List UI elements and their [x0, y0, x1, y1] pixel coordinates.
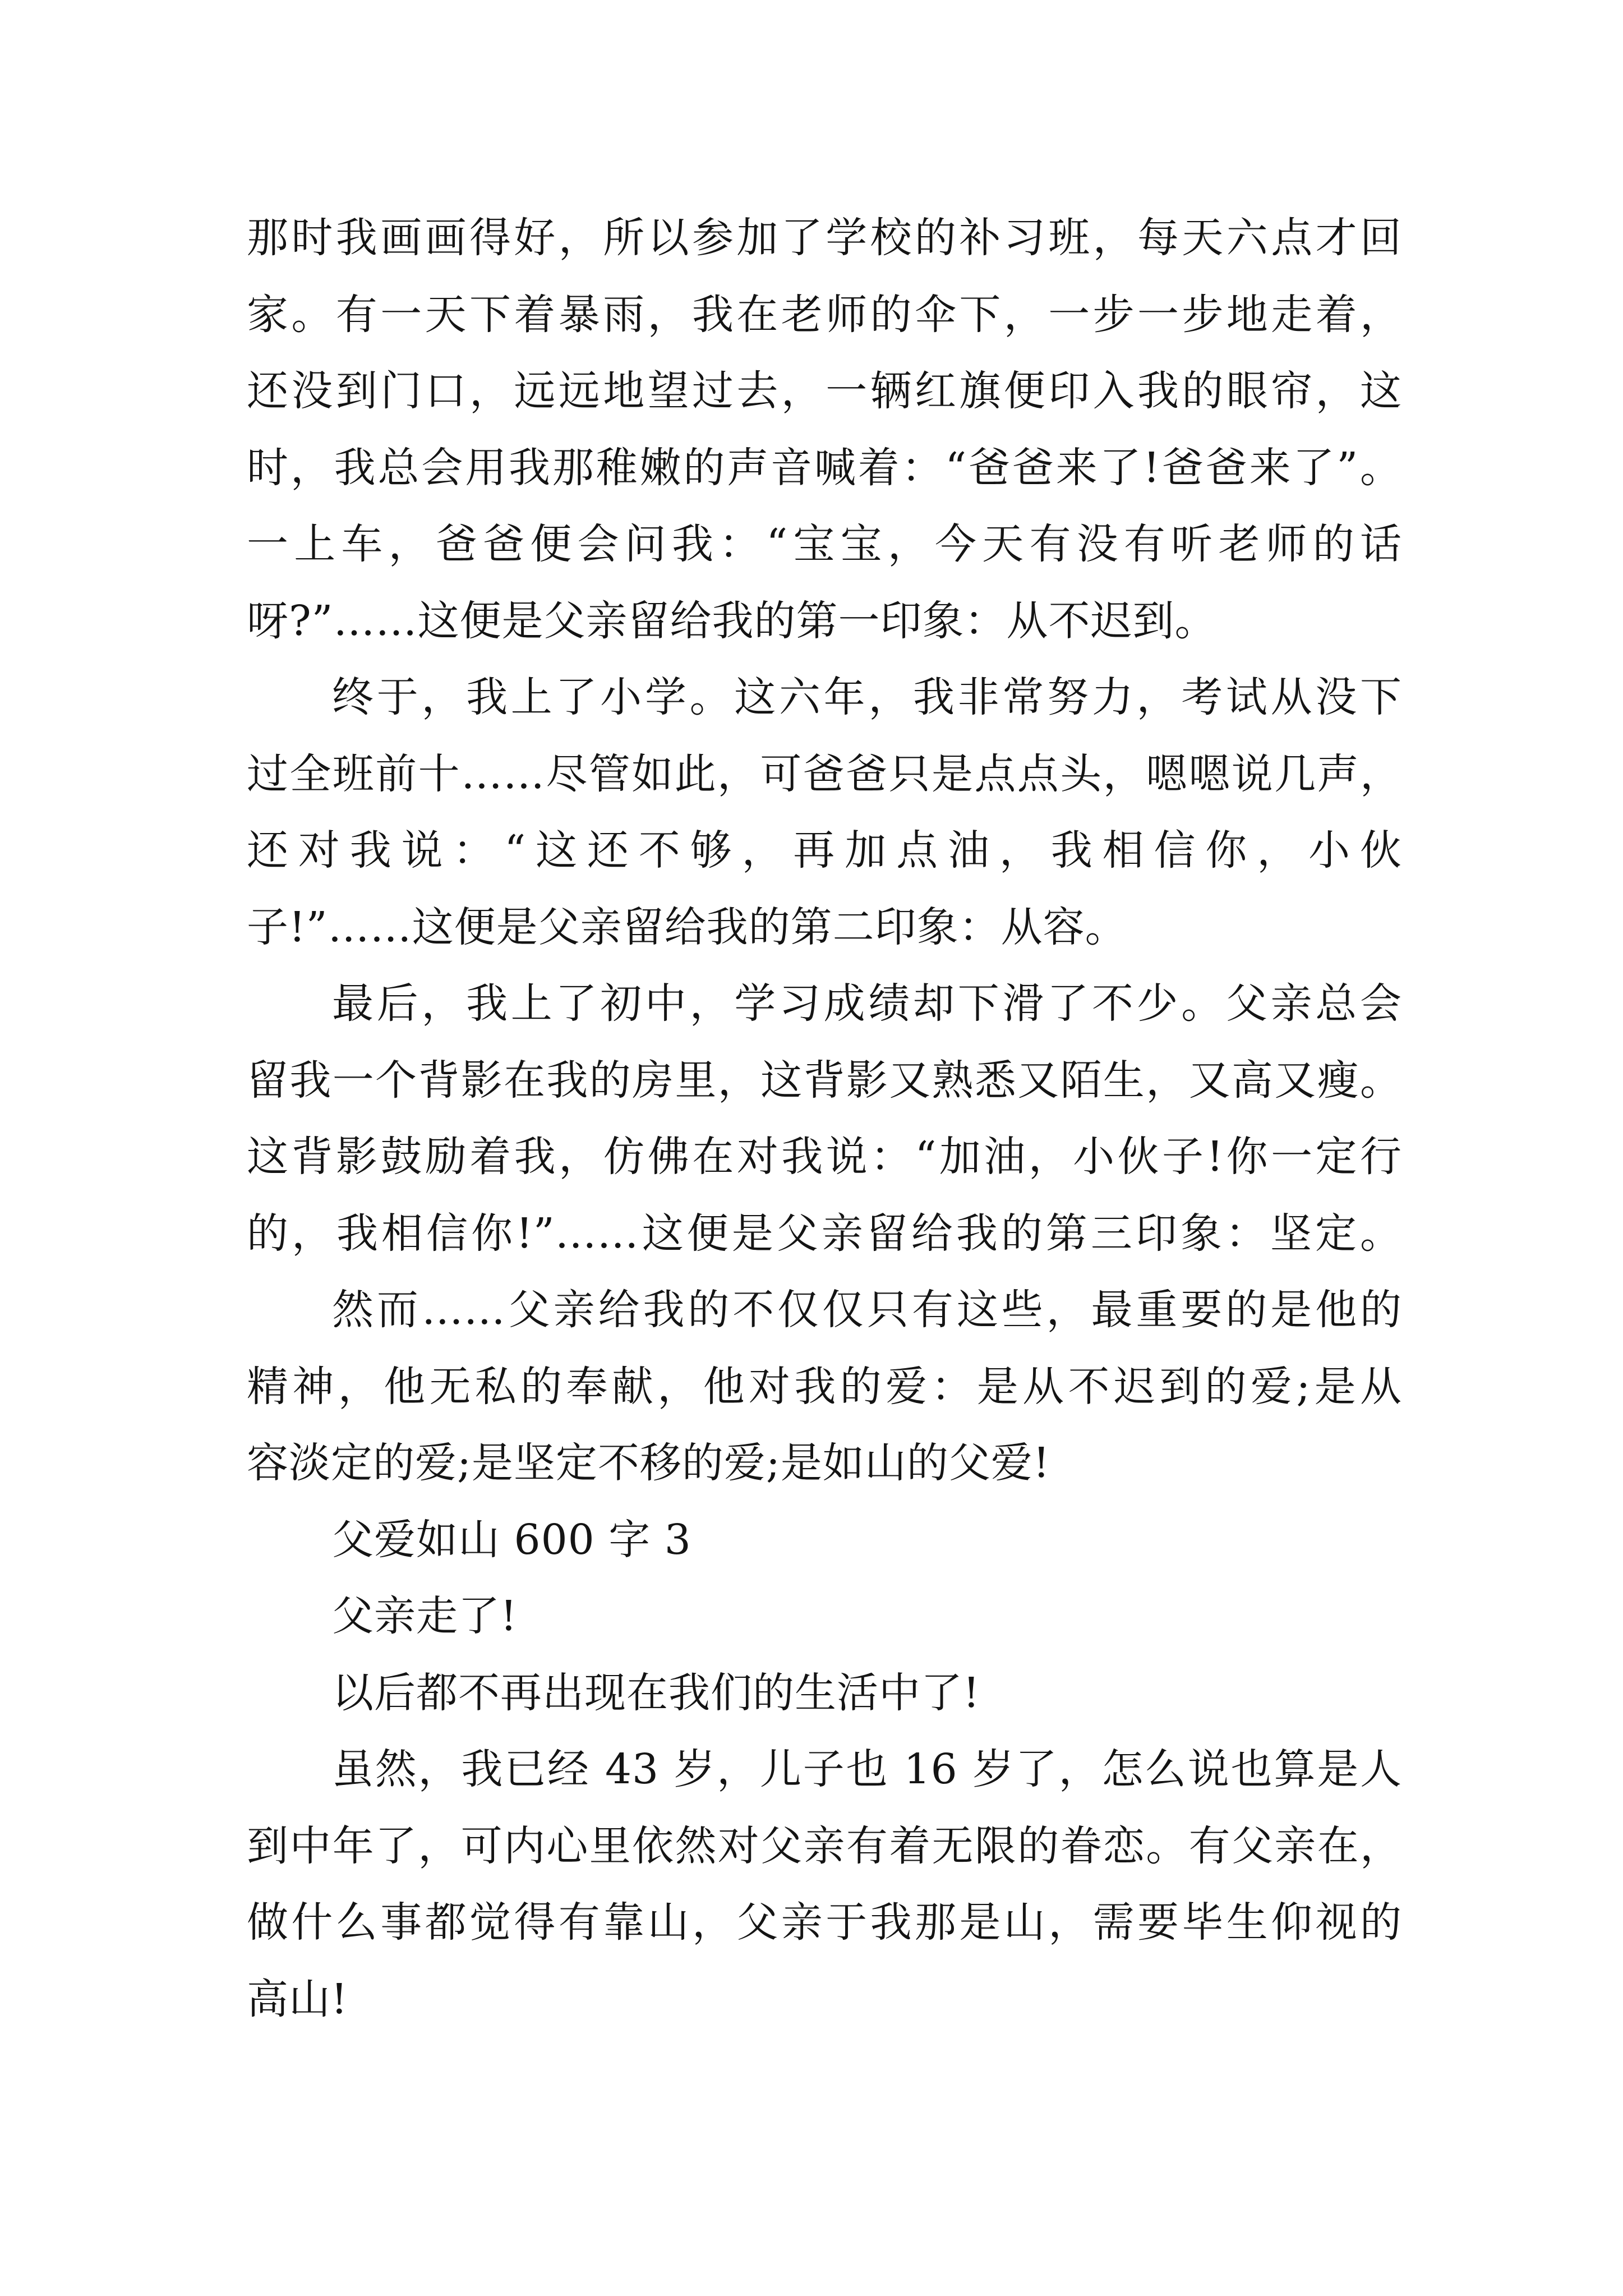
- text-line: 那时我画画得好，所以参加了学校的补习班，每天六点才回: [247, 214, 1402, 262]
- text-line: 时，我总会用我那稚嫩的声音喊着：“爸爸来了!爸爸来了”。: [247, 443, 1402, 492]
- text-line: 精神，他无私的奉献，他对我的爱：是从不迟到的爱;是从: [247, 1362, 1402, 1411]
- text-line: 家。有一天下着暴雨，我在老师的伞下，一步一步地走着，: [247, 290, 1402, 339]
- text-line: 一上车，爸爸便会问我：“宝宝，今天有没有听老师的话: [247, 520, 1402, 568]
- text-line: 呀?”……这便是父亲留给我的第一印象：从不迟到。: [247, 596, 1217, 645]
- text-line: 到中年了，可内心里依然对父亲有着无限的眷恋。有父亲在，: [247, 1821, 1402, 1870]
- text-line: 留我一个背影在我的房里，这背影又熟悉又陌生，又高又瘦。: [247, 1056, 1402, 1105]
- text-line: 最后，我上了初中，学习成绩却下滑了不少。父亲总会: [332, 979, 1402, 1028]
- text-line: 做什么事都觉得有靠山，父亲于我那是山，需要毕生仰视的: [247, 1898, 1402, 1947]
- text-line: 子!”……这便是父亲留给我的第二印象：从容。: [247, 903, 1127, 951]
- text-line: 虽然，我已经 43 岁，儿子也 16 岁了，怎么说也算是人: [332, 1745, 1402, 1793]
- text-line: 然而……父亲给我的不仅仅只有这些，最重要的是他的: [332, 1286, 1402, 1334]
- text-line: 父爱如山 600 字 3: [332, 1515, 691, 1564]
- essay-body: [247, 200, 1402, 2037]
- text-line: 容淡定的爱;是坚定不移的爱;是如山的父爱!: [247, 1439, 1050, 1487]
- text-line: 终于，我上了小学。这六年，我非常努力，考试从没下: [332, 673, 1402, 721]
- text-line: 父亲走了!: [332, 1592, 518, 1640]
- text-line: 以后都不再出现在我们的生活中了!: [332, 1668, 980, 1717]
- text-line: 还没到门口，远远地望过去，一辆红旗便印入我的眼帘，这: [247, 367, 1402, 415]
- text-line: 这背影鼓励着我，仿佛在对我说：“加油，小伙子!你一定行: [247, 1133, 1402, 1181]
- text-line: 高山!: [247, 1975, 348, 2023]
- text-line: 的，我相信你!”……这便是父亲留给我的第三印象：坚定。: [247, 1209, 1402, 1258]
- text-line: 过全班前十……尽管如此，可爸爸只是点点头，嗯嗯说几声，: [247, 749, 1402, 798]
- text-line: 还对我说：“这还不够，再加点油，我相信你，小伙: [247, 826, 1402, 875]
